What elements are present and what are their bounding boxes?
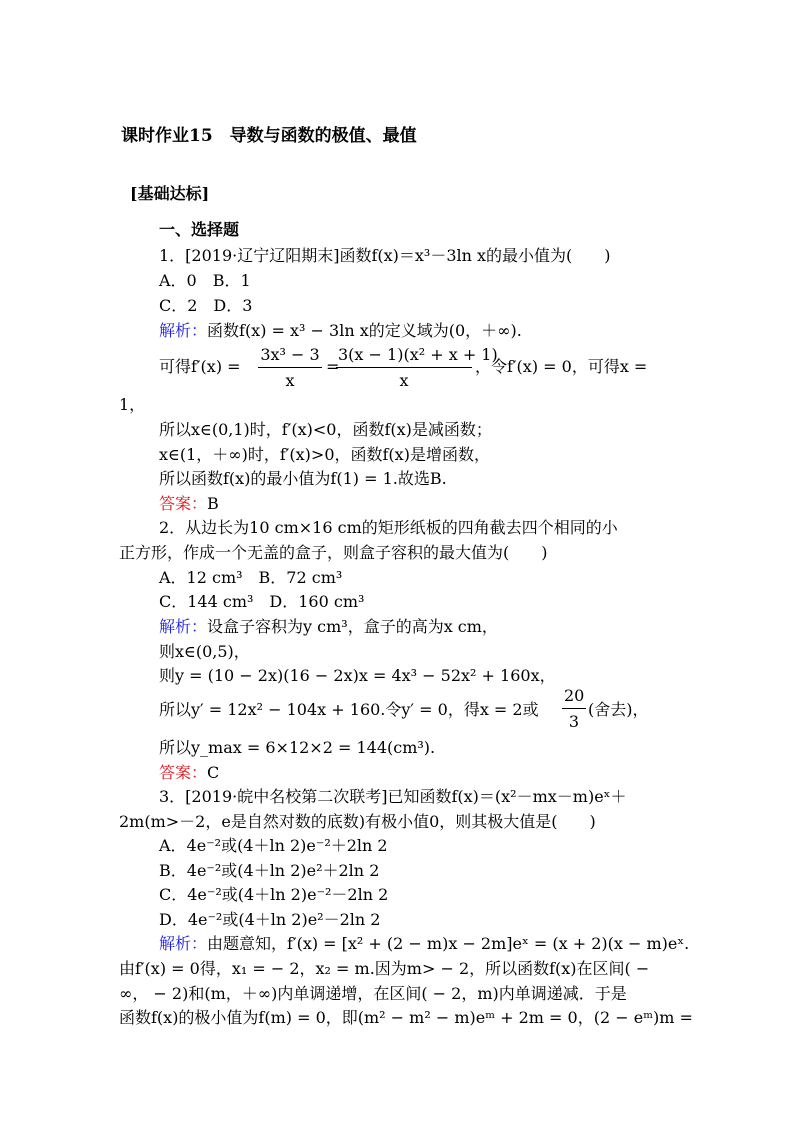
q1-fraction-2 <box>336 345 498 391</box>
q2-answer: C <box>207 763 220 782</box>
q2-analysis-line1 <box>159 617 498 637</box>
q3-analysis-line1 <box>159 934 689 954</box>
page-title: 课时作业15 导数与函数的极值、最值 <box>121 126 417 146</box>
q3-analysis-line3: ∞， − 2)和(m，＋∞)内单调递增，在区间( − 2，m)内单调递减．于是 <box>119 984 627 1003</box>
q1-analysis-wrap: 1， <box>119 395 146 414</box>
q3-analysis-text1: 由题意知，f′(x) = [x² + (2 − m)x − 2m]eˣ = (x + 2)(x − m)eˣ. <box>207 934 690 953</box>
analysis-label: 解析： <box>159 321 208 340</box>
section-tag: [基础达标] <box>130 184 210 203</box>
q3-option-b: B．4e⁻²或(4＋ln 2)e²＋2ln 2 <box>159 861 380 880</box>
q3-option-a: A．4e⁻²或(4＋ln 2)e⁻²＋2ln 2 <box>159 836 388 855</box>
q2-analysis-text1: 设盒子容积为y cm³，盒子的高为x cm， <box>207 617 498 636</box>
analysis-label: 解析： <box>159 617 208 636</box>
q1-equals-sign: = <box>326 357 340 376</box>
q1-fraction-1-denominator: x <box>285 371 295 390</box>
q1-analysis-line4: 所以x∈(0,1)时，f′(x)<0，函数f(x)是减函数； <box>159 420 492 439</box>
part-heading: 一、选择题 <box>159 220 240 239</box>
q2-analysis-right: (舍去)， <box>588 700 649 719</box>
q1-analysis-text1: 函数f(x) = x³ − 3ln x的定义域为(0，＋∞). <box>207 321 522 340</box>
q3-analysis-line2: 由f′(x) = 0得，x₁ = − 2，x₂ = m.因为m> − 2，所以函数f(x)在区间( − <box>119 959 650 978</box>
q3-stem-line2: 2m(m>－2，e是自然对数的底数)有极小值0，则其极大值是( ) <box>119 812 596 831</box>
q3-option-c: C．4e⁻²或(4＋ln 2)e⁻²－2ln 2 <box>159 885 389 904</box>
q2-analysis-line3: 则y = (10 − 2x)(16 − 2x)x = 4x³ − 52x² + 160x， <box>159 666 556 685</box>
q1-fraction-1 <box>258 345 322 391</box>
q2-analysis-left: 所以y′ = 12x² − 104x + 160.令y′ = 0，得x = 2或 <box>159 700 539 719</box>
analysis-label: 解析： <box>159 934 208 953</box>
q2-answer-line <box>159 763 219 783</box>
q3-stem-line1: 3．[2019·皖中名校第二次联考]已知函数f(x)＝(x²－mx－m)eˣ＋ <box>159 787 627 806</box>
q1-stem: 1．[2019·辽宁辽阳期末]函数f(x)＝x³－3ln x的最小值为( ) <box>159 246 611 265</box>
q1-answer-line <box>159 494 219 514</box>
q2-fraction <box>562 686 586 732</box>
q2-analysis-line2: 则x∈(0,5)， <box>159 642 250 661</box>
q2-fraction-numerator: 20 <box>562 686 586 709</box>
q1-analysis-line1 <box>159 321 522 341</box>
q1-options-row1: A．0 B．1 <box>159 271 251 290</box>
q2-stem-line1: 2．从边长为10 cm×16 cm的矩形纸板的四角截去四个相同的小 <box>159 518 618 537</box>
q1-analysis-right: ，令f′(x) = 0，可得x = <box>475 357 648 376</box>
q3-option-d: D．4e⁻²或(4＋ln 2)e²－2ln 2 <box>159 910 381 929</box>
q1-analysis-left: 可得f′(x) = <box>159 357 241 376</box>
q1-fraction-1-numerator: 3x³ − 3 <box>258 345 322 368</box>
q2-stem-line2: 正方形，作成一个无盖的盒子，则盒子容积的最大值为( ) <box>119 543 548 562</box>
answer-label: 答案： <box>159 494 208 513</box>
q1-fraction-2-denominator: x <box>399 371 409 390</box>
q1-analysis-line6: 所以函数f(x)的最小值为f(1) = 1.故选B. <box>159 469 447 488</box>
q1-options-row2: C．2 D．3 <box>159 296 253 315</box>
q2-analysis-line5: 所以y_max = 6×12×2 = 144(cm³). <box>159 738 436 757</box>
q2-options-row1: A．12 cm³ B．72 cm³ <box>159 568 343 587</box>
answer-label: 答案： <box>159 763 208 782</box>
q2-options-row2: C．144 cm³ D．160 cm³ <box>159 592 365 611</box>
q1-analysis-line5: x∈(1，＋∞)时，f′(x)>0，函数f(x)是增函数， <box>159 445 490 464</box>
q3-analysis-line4: 函数f(x)的极小值为f(m) = 0，即(m² − m² − m)eᵐ + 2m = 0，(2 − eᵐ)m = <box>119 1008 693 1027</box>
q1-answer: B <box>207 494 219 513</box>
q2-fraction-denominator: 3 <box>568 712 580 731</box>
q1-fraction-2-numerator: 3(x − 1)(x² + x + 1) <box>336 345 472 368</box>
